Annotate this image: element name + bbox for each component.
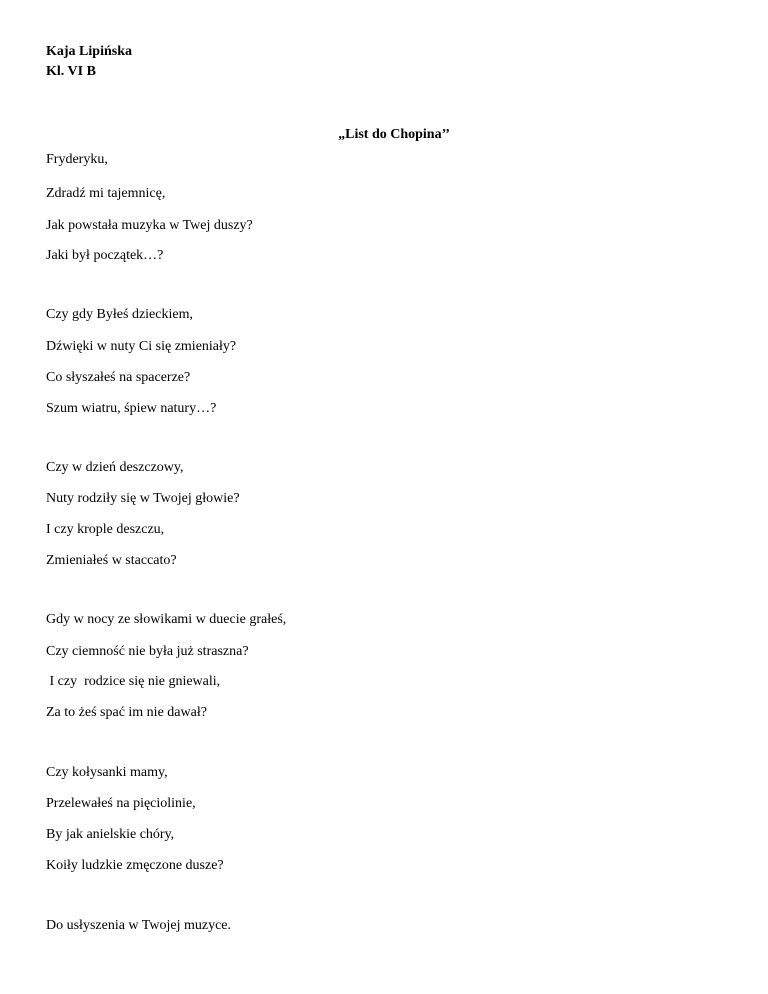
poem-greeting: Fryderyku,	[46, 152, 108, 167]
poem-line: Dźwięki w nuty Ci się zmieniały?	[46, 339, 237, 354]
poem-line: Co słyszałeś na spacerze?	[46, 370, 191, 385]
poem-line: Gdy w nocy ze słowikami w duecie grałeś,	[46, 612, 287, 627]
poem-line: Czy ciemność nie była już straszna?	[46, 644, 249, 659]
poem-line: Szum wiatru, śpiew natury…?	[46, 401, 217, 416]
poem-line: Zmieniałeś w staccato?	[46, 553, 177, 568]
poem-line: Czy kołysanki mamy,	[46, 765, 168, 780]
author-class: Kl. VI B	[46, 64, 96, 79]
poem-line: Zdradź mi tajemnicę,	[46, 186, 166, 201]
poem-line: Czy w dzień deszczowy,	[46, 460, 184, 475]
poem-line: By jak anielskie chóry,	[46, 827, 175, 842]
author-name: Kaja Lipińska	[46, 44, 132, 59]
poem-line: Nuty rodziły się w Twojej głowie?	[46, 491, 240, 506]
poem-line: I czy krople deszczu,	[46, 522, 165, 537]
poem-line: Za to żeś spać im nie dawał?	[46, 705, 207, 720]
poem-closing: Do usłyszenia w Twojej muzyce.	[46, 918, 231, 933]
poem-line: Koiły ludzkie zmęczone dusze?	[46, 858, 224, 873]
poem-title: „List do Chopina’’	[338, 127, 450, 142]
poem-line: Czy gdy Byłeś dzieckiem,	[46, 307, 193, 322]
poem-line: Jak powstała muzyka w Twej duszy?	[46, 218, 253, 233]
poem-line: Jaki był początek…?	[46, 248, 164, 263]
poem-line: I czy rodzice się nie gniewali,	[46, 674, 221, 689]
poem-line: Przelewałeś na pięciolinie,	[46, 796, 196, 811]
author-block	[46, 42, 132, 82]
